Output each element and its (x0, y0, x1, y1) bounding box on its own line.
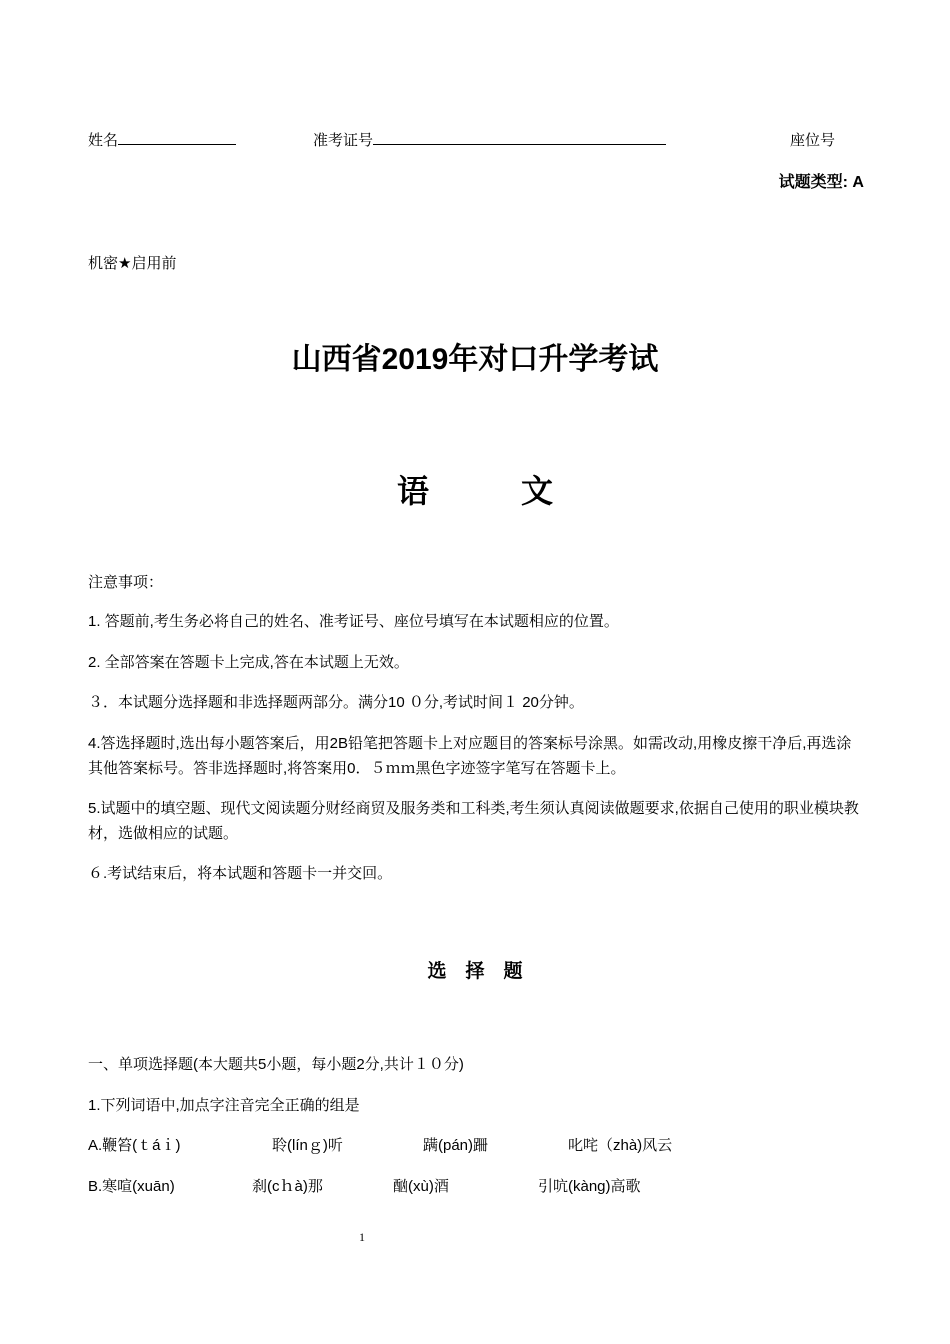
option-a-4: 叱咤（zhà)风云 (568, 1137, 673, 1154)
seat-label: 座位号 (790, 132, 836, 149)
exam-id-label: 准考证号 (313, 132, 374, 149)
option-a-3: 蹒(pán)跚 (423, 1137, 489, 1154)
option-b-2: 刹(cｈà)那 (252, 1178, 323, 1195)
confidential-mark: 机密★启用前 (88, 255, 177, 272)
notice-item-3: ３．本试题分选择题和非选择题两部分。满分10 ０分,考试时间１ 20分钟。 (88, 694, 584, 711)
page-title: 山西省2019年对口升学考试 (291, 343, 659, 376)
name-label: 姓名 (88, 132, 119, 149)
notice-item-2: 2. 全部答案在答题卡上完成,答在本试题上无效。 (88, 654, 409, 671)
option-a-2: 聆(línｇ)听 (272, 1137, 343, 1154)
part-one-heading: 一、单项选择题(本大题共5小题，每小题2分,共计１０分) (88, 1056, 464, 1073)
notice-heading: 注意事项： (88, 574, 164, 591)
page-number: 1 (359, 1230, 365, 1244)
option-a-1: A.鞭笞(ｔáｉ) (88, 1137, 181, 1154)
exam-id-blank[interactable] (373, 130, 666, 145)
exam-id-field (313, 129, 666, 150)
subject-char-2: 文 (521, 473, 554, 509)
option-b-4: 引吭(kàng)高歌 (538, 1178, 641, 1195)
paper-type: 试题类型: A (778, 174, 864, 191)
subject-title (0, 466, 950, 512)
notice-item-4: 4.答选择题时,选出每小题答案后，用2B铅笔把答题卡上对应题目的答案标号涂黑。如需改动,用橡皮擦干净后,再选涂其他答案标号。答非选择题时,将答案用0．５ｍｍ黑色字迹签字笔写在答题卡上。 (88, 735, 852, 777)
section-title: 选 择 题 (427, 961, 523, 982)
option-b-3: 酗(xù)酒 (393, 1178, 449, 1195)
notice-item-5: 5.试题中的填空题、现代文阅读题分财经商贸及服务类和工科类,考生须认真阅读做题要求,依据自己使用的职业模块教材，选做相应的试题。 (88, 800, 859, 842)
subject-char-1: 语 (396, 473, 429, 509)
option-b-1: B.寒喧(xuān) (88, 1178, 175, 1195)
question-1-stem: 1.下列词语中,加点字注音完全正确的组是 (88, 1097, 360, 1114)
notice-item-1: 1. 答题前,考生务必将自己的姓名、准考证号、座位号填写在本试题相应的位置。 (88, 613, 619, 630)
notice-item-6: ６.考试结束后，将本试题和答题卡一并交回。 (88, 865, 393, 882)
name-field (88, 129, 236, 150)
name-blank[interactable] (118, 130, 236, 145)
